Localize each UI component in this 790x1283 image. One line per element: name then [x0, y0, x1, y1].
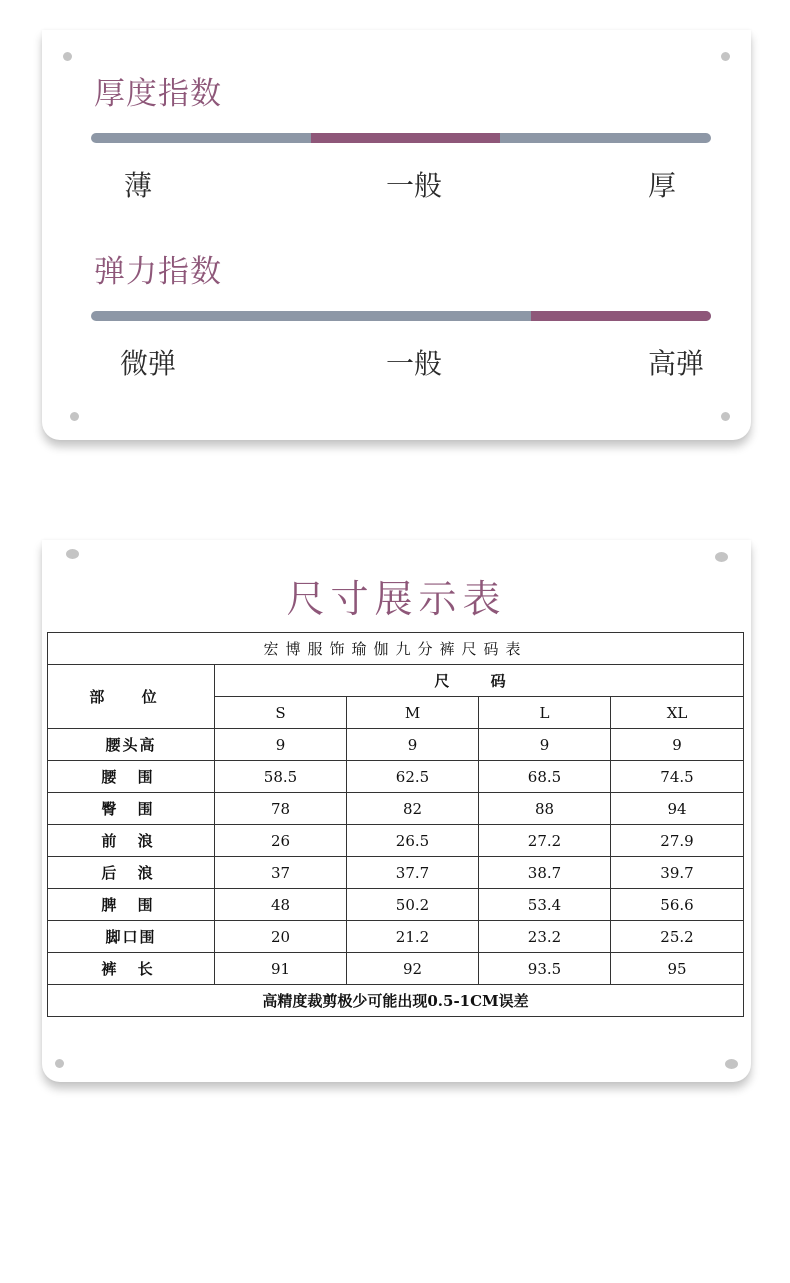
corner-dot — [725, 1059, 738, 1069]
table-cell: 39.7 — [611, 857, 744, 889]
row-label: 裤 长 — [48, 953, 215, 985]
table-row — [48, 857, 744, 889]
table-row — [48, 921, 744, 953]
row-label: 后 浪 — [48, 857, 215, 889]
table-cell: 91 — [215, 953, 347, 985]
table-cell: 20 — [215, 921, 347, 953]
elasticity-bar — [91, 311, 711, 321]
size-label-m: M — [347, 697, 479, 729]
row-label: 前 浪 — [48, 825, 215, 857]
row-label: 脾 围 — [48, 889, 215, 921]
size-label-xl: XL — [611, 697, 744, 729]
thickness-title: 厚度指数 — [94, 76, 222, 112]
table-cell: 9 — [611, 729, 744, 761]
table-cell: 9 — [215, 729, 347, 761]
size-label-s: S — [215, 697, 347, 729]
table-cell: 27.2 — [479, 825, 611, 857]
thickness-bar — [91, 133, 711, 143]
table-cell: 88 — [479, 793, 611, 825]
table-cell: 92 — [347, 953, 479, 985]
elasticity-level-normal: 一般 — [386, 347, 443, 380]
corner-dot — [721, 412, 730, 421]
size-chart-card — [42, 540, 751, 1082]
table-title: 宏博服饰瑜伽九分裤尺码表 — [48, 633, 744, 665]
table-cell: 94 — [611, 793, 744, 825]
table-cell: 58.5 — [215, 761, 347, 793]
elasticity-level-slight: 微弹 — [120, 347, 177, 380]
size-table — [47, 632, 744, 1017]
elasticity-level-high: 高弹 — [648, 347, 705, 380]
table-cell: 9 — [479, 729, 611, 761]
table-cell: 95 — [611, 953, 744, 985]
table-row — [48, 793, 744, 825]
corner-dot — [721, 52, 730, 61]
thickness-indicator — [311, 133, 500, 143]
table-cell: 26.5 — [347, 825, 479, 857]
table-cell: 37 — [215, 857, 347, 889]
table-cell: 74.5 — [611, 761, 744, 793]
corner-dot — [55, 1059, 64, 1068]
thickness-level-thin: 薄 — [124, 169, 153, 202]
row-label: 脚口围 — [48, 921, 215, 953]
table-cell: 26 — [215, 825, 347, 857]
row-label: 腰 围 — [48, 761, 215, 793]
table-cell: 53.4 — [479, 889, 611, 921]
table-cell: 38.7 — [479, 857, 611, 889]
table-note: 高精度裁剪极少可能出现0.5-1CM误差 — [48, 985, 744, 1017]
row-label: 腰头高 — [48, 729, 215, 761]
table-row — [48, 761, 744, 793]
table-cell: 9 — [347, 729, 479, 761]
table-cell: 78 — [215, 793, 347, 825]
table-cell: 25.2 — [611, 921, 744, 953]
table-cell: 27.9 — [611, 825, 744, 857]
thickness-level-normal: 一般 — [386, 169, 443, 202]
table-row — [48, 953, 744, 985]
table-cell: 48 — [215, 889, 347, 921]
table-cell: 56.6 — [611, 889, 744, 921]
thickness-level-thick: 厚 — [648, 169, 677, 202]
table-cell: 23.2 — [479, 921, 611, 953]
corner-dot — [70, 412, 79, 421]
table-cell: 93.5 — [479, 953, 611, 985]
corner-dot — [63, 52, 72, 61]
size-label-l: L — [479, 697, 611, 729]
corner-dot — [66, 549, 79, 559]
size-chart-title: 尺寸展示表 — [286, 577, 507, 621]
part-header: 部 位 — [48, 665, 215, 729]
elasticity-indicator — [531, 311, 711, 321]
table-row — [48, 729, 744, 761]
row-label: 臀 围 — [48, 793, 215, 825]
table-cell: 62.5 — [347, 761, 479, 793]
size-header: 尺 码 — [215, 665, 744, 697]
table-cell: 50.2 — [347, 889, 479, 921]
elasticity-title: 弹力指数 — [94, 254, 222, 290]
table-row — [48, 889, 744, 921]
table-row — [48, 825, 744, 857]
table-cell: 68.5 — [479, 761, 611, 793]
fabric-index-card — [42, 30, 751, 440]
table-cell: 82 — [347, 793, 479, 825]
table-cell: 21.2 — [347, 921, 479, 953]
corner-dot — [715, 552, 728, 562]
table-cell: 37.7 — [347, 857, 479, 889]
